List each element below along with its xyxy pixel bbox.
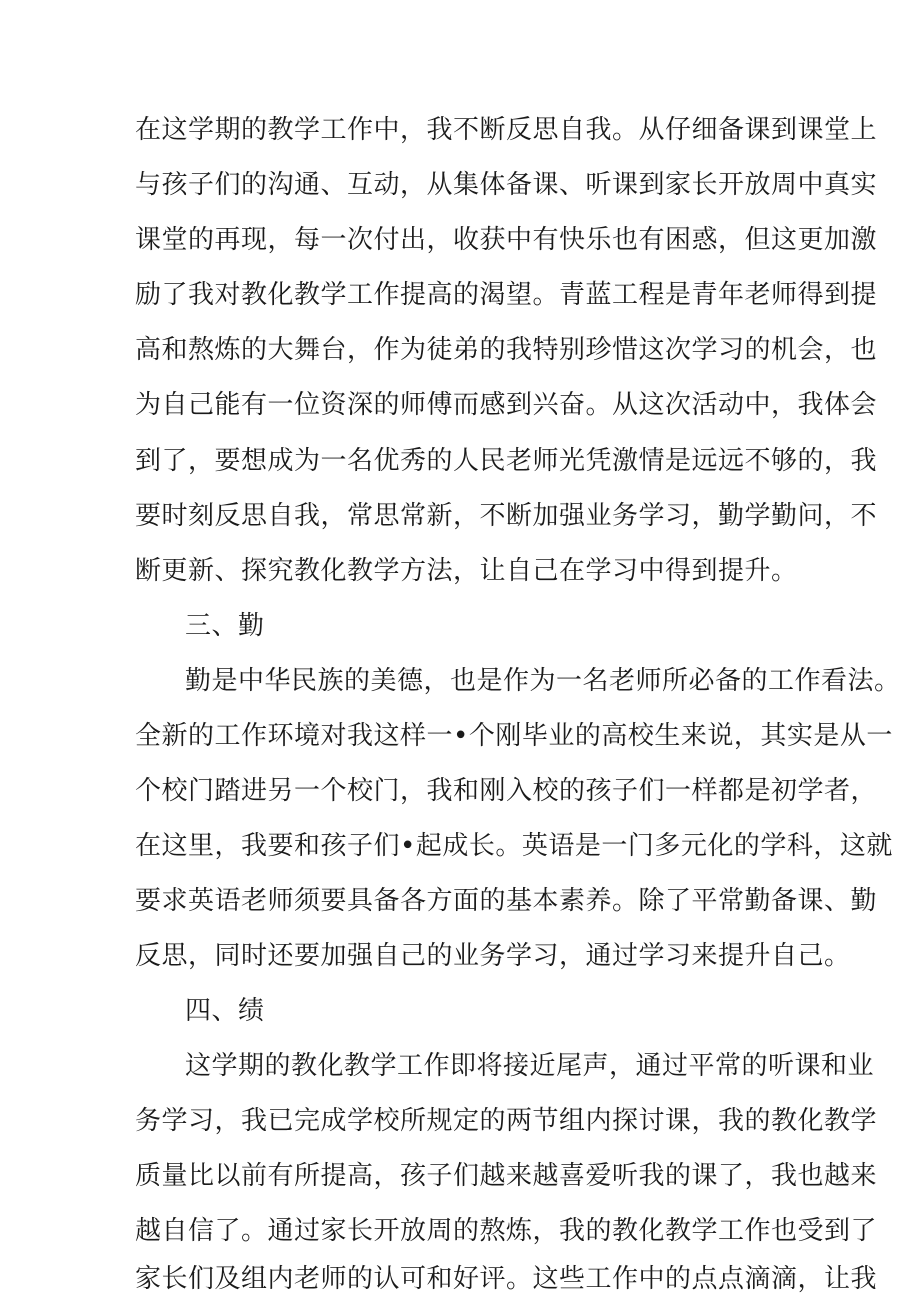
text-line: 反思，同时还要加强自己的业务学习，通过学习来提升自己。 xyxy=(135,941,851,971)
text-line: 要求英语老师须要具备各方面的基本素养。除了平常勤备课、勤 xyxy=(135,886,878,916)
text-line: 在这里，我要和孩子们•起成长。英语是一门多元化的学科，这就 xyxy=(135,831,893,861)
text-line: 全新的工作环境对我这样一•个刚毕业的高校生来说，其实是从一 xyxy=(135,721,893,751)
text-line: 务学习，我已完成学校所规定的两节组内探讨课，我的教化教学 xyxy=(135,1106,878,1136)
text-line: 为自己能有一位资深的师傅而感到兴奋。从这次活动中，我体会 xyxy=(135,390,878,420)
text-line: 这学期的教化教学工作即将接近尾声，通过平常的听课和业 xyxy=(185,1051,875,1081)
text-line: 与孩子们的沟通、互动，从集体备课、听课到家长开放周中真实 xyxy=(135,170,878,200)
text-line: 励了我对教化教学工作提高的渴望。青蓝工程是青年老师得到提 xyxy=(135,280,878,310)
text-line: 个校门踏进另一个校门，我和刚入校的孩子们一样都是初学者， xyxy=(135,776,878,806)
text-line: 在这学期的教学工作中，我不断反思自我。从仔细备课到课堂上 xyxy=(135,115,878,145)
text-line: 课堂的再现，每一次付出，收获中有快乐也有困惑，但这更加激 xyxy=(135,225,878,255)
text-line: 到了，要想成为一名优秀的人民老师光凭激情是远远不够的，我 xyxy=(135,446,878,476)
text-line: 质量比以前有所提高，孩子们越来越喜爱听我的课了，我也越来 xyxy=(135,1161,878,1191)
section-heading: 三、勤 xyxy=(185,611,265,641)
text-line: 断更新、探究教化教学方法，让自己在学习中得到提升。 xyxy=(135,556,798,586)
text-line: 要时刻反思自我，常思常新，不断加强业务学习，勤学勤问，不 xyxy=(135,501,878,531)
text-line: 家长们及组内老师的认可和好评。这些工作中的点点滴滴，让我 xyxy=(135,1264,878,1294)
section-heading: 四、绩 xyxy=(185,996,265,1026)
text-line: 勤是中华民族的美德，也是作为一名老师所必备的工作看法。 xyxy=(185,666,901,696)
text-line: 高和熬炼的大舞台，作为徒弟的我特别珍惜这次学习的机会，也 xyxy=(135,335,878,365)
text-line: 越自信了。通过家长开放周的熬炼，我的教化教学工作也受到了 xyxy=(135,1216,878,1246)
